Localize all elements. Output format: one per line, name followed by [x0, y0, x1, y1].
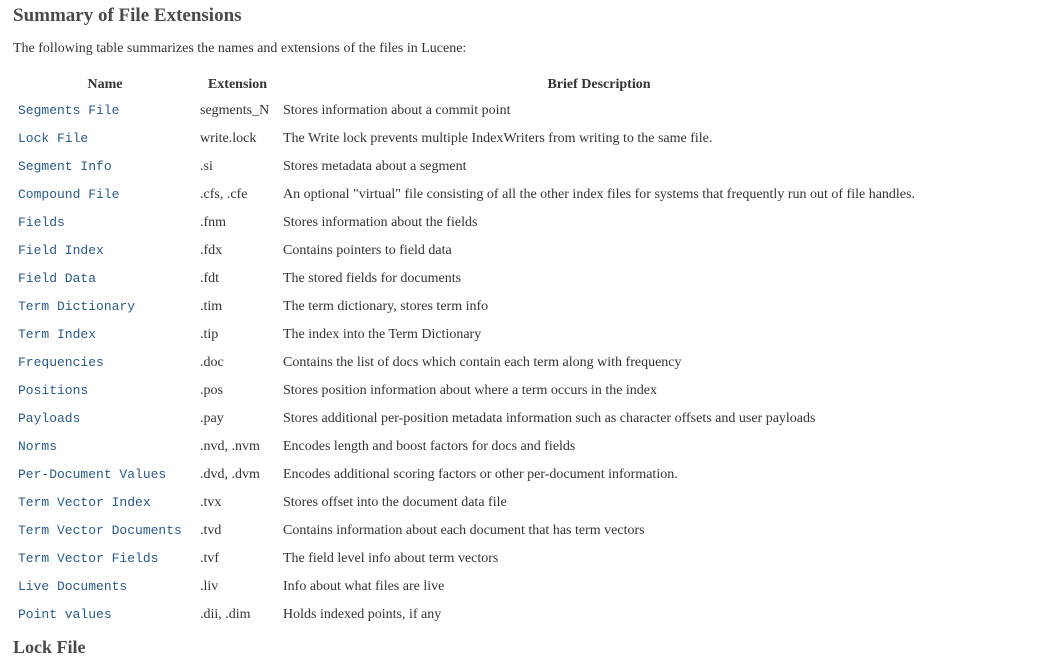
file-description-cell: Info about what files are live	[283, 579, 445, 594]
file-description-cell: Encodes length and boost factors for docs and fields	[283, 439, 576, 454]
file-name-link[interactable]: Term Vector Fields	[18, 551, 159, 566]
file-description-cell: Contains information about each document that has term vectors	[283, 523, 645, 538]
table-row	[15, 490, 918, 516]
file-name-cell	[15, 126, 195, 152]
file-name-cell	[15, 406, 195, 432]
file-name-link[interactable]: Compound File	[18, 187, 120, 202]
file-name-cell	[15, 602, 195, 628]
table-row	[15, 434, 918, 460]
file-name-cell	[15, 210, 195, 236]
file-name-link[interactable]: Field Index	[18, 243, 104, 258]
file-name-cell	[15, 518, 195, 544]
file-description-cell: Stores information about the fields	[283, 215, 478, 230]
file-extension-cell: .fdt	[200, 271, 220, 286]
column-header-extension: Extension	[207, 77, 268, 92]
file-name-link[interactable]: Segment Info	[18, 159, 112, 174]
file-extension-cell: .tvx	[200, 495, 222, 510]
table-row	[15, 98, 918, 124]
file-extension-cell: .nvd, .nvm	[200, 439, 260, 454]
table-row	[15, 518, 918, 544]
file-extensions-table	[13, 72, 920, 630]
file-name-link[interactable]: Positions	[18, 383, 89, 398]
table-row	[15, 322, 918, 348]
file-extension-cell: .fnm	[200, 215, 227, 230]
file-description-cell: Holds indexed points, if any	[283, 607, 442, 622]
file-extension-cell: .pos	[200, 383, 223, 398]
file-name-cell	[15, 294, 195, 320]
table-row	[15, 574, 918, 600]
file-description-cell: Stores offset into the document data file	[283, 495, 507, 510]
table-row	[15, 546, 918, 572]
file-description-cell: The field level info about term vectors	[283, 551, 499, 566]
table-row	[15, 182, 918, 208]
file-description-cell: Stores metadata about a segment	[283, 159, 467, 174]
file-extension-cell: .tim	[200, 299, 223, 314]
file-name-cell	[15, 322, 195, 348]
table-row	[15, 126, 918, 152]
file-name-link[interactable]: Frequencies	[18, 355, 104, 370]
file-extension-cell: .dii, .dim	[200, 607, 251, 622]
file-extension-cell: .tvd	[200, 523, 222, 538]
file-name-link[interactable]: Lock File	[18, 131, 89, 146]
file-name-cell	[15, 574, 195, 600]
file-name-link[interactable]: Per-Document Values	[18, 467, 167, 482]
table-row	[15, 154, 918, 180]
table-row	[15, 350, 918, 376]
file-name-link[interactable]: Segments File	[18, 103, 120, 118]
table-header-row	[15, 74, 918, 96]
file-description-cell: The term dictionary, stores term info	[283, 299, 489, 314]
file-description-cell: The Write lock prevents multiple IndexWriters from writing to the same file.	[283, 131, 713, 146]
intro-paragraph: The following table summarizes the names and extensions of the files in Lucene:	[13, 41, 467, 56]
file-name-link[interactable]: Norms	[18, 439, 58, 454]
file-name-link[interactable]: Fields	[18, 215, 65, 230]
column-header-description: Brief Description	[547, 77, 651, 92]
file-name-cell	[15, 182, 195, 208]
file-name-link[interactable]: Term Vector Index	[18, 495, 151, 510]
file-extension-cell: segments_N	[200, 103, 270, 118]
file-description-cell: The stored fields for documents	[283, 271, 462, 286]
file-extension-cell: .pay	[200, 411, 224, 426]
file-name-cell	[15, 266, 195, 292]
page-title: Summary of File Extensions	[13, 5, 242, 26]
file-name-cell	[15, 462, 195, 488]
file-extension-cell: .tip	[200, 327, 219, 342]
section-heading-lock-file: Lock File	[13, 637, 86, 657]
file-extension-cell: .tvf	[200, 551, 220, 566]
file-name-link[interactable]: Field Data	[18, 271, 97, 286]
file-name-link[interactable]: Term Dictionary	[18, 299, 136, 314]
table-row	[15, 378, 918, 404]
column-header-name: Name	[87, 77, 123, 92]
file-extension-cell: .fdx	[200, 243, 223, 258]
file-name-cell	[15, 98, 195, 124]
table-row	[15, 602, 918, 628]
file-name-link[interactable]: Live Documents	[18, 579, 128, 594]
table-row	[15, 238, 918, 264]
file-extension-cell: .doc	[200, 355, 224, 370]
table-row	[15, 294, 918, 320]
file-name-link[interactable]: Term Vector Documents	[18, 523, 182, 538]
file-name-cell	[15, 154, 195, 180]
file-description-cell: Stores information about a commit point	[283, 103, 511, 118]
file-name-link[interactable]: Point values	[18, 607, 112, 622]
file-name-link[interactable]: Payloads	[18, 411, 81, 426]
table-row	[15, 406, 918, 432]
file-name-cell	[15, 434, 195, 460]
file-description-cell: Contains the list of docs which contain each term along with frequency	[283, 355, 682, 370]
file-description-cell: An optional "virtual" file consisting of all the other index files for systems that frequently run out of file handles.	[283, 187, 915, 202]
file-name-cell	[15, 546, 195, 572]
table-row	[15, 462, 918, 488]
file-name-link[interactable]: Term Index	[18, 327, 97, 342]
file-extension-cell: .liv	[200, 579, 219, 594]
file-name-cell	[15, 378, 195, 404]
file-name-cell	[15, 350, 195, 376]
table-row	[15, 266, 918, 292]
file-extension-cell: write.lock	[200, 131, 257, 146]
file-extension-cell: .dvd, .dvm	[200, 467, 260, 482]
file-name-cell	[15, 490, 195, 516]
file-extension-cell: .si	[200, 159, 213, 174]
file-extension-cell: .cfs, .cfe	[200, 187, 248, 202]
file-name-cell	[15, 238, 195, 264]
file-description-cell: Contains pointers to field data	[283, 243, 452, 258]
file-description-cell: The index into the Term Dictionary	[283, 327, 482, 342]
file-description-cell: Encodes additional scoring factors or other per-document information.	[283, 467, 678, 482]
table-row	[15, 210, 918, 236]
file-description-cell: Stores additional per-position metadata information such as character offsets and user payloads	[283, 411, 816, 426]
file-description-cell: Stores position information about where a term occurs in the index	[283, 383, 658, 398]
